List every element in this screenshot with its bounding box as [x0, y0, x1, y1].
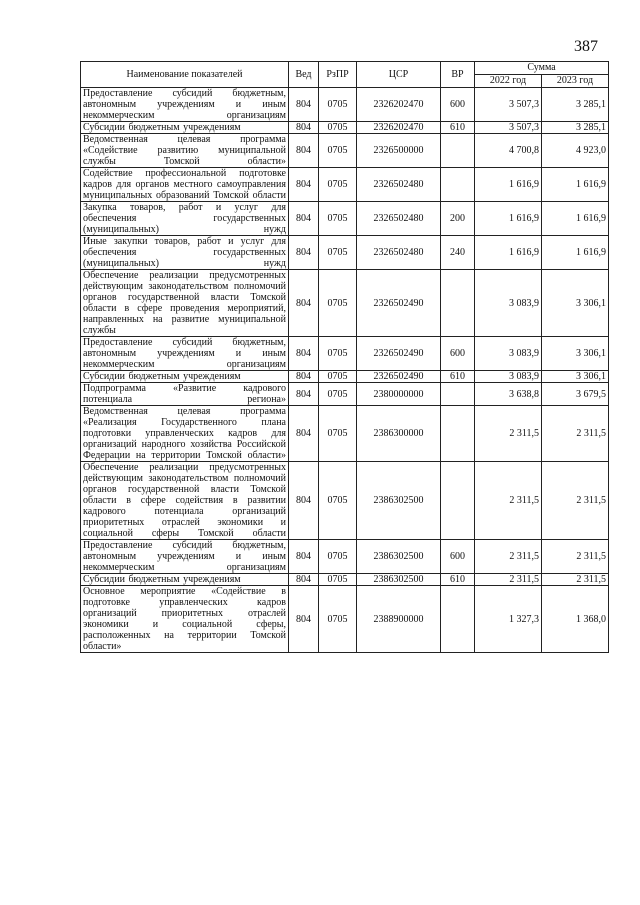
row-vr: 610 [441, 574, 475, 586]
table-row [81, 337, 609, 371]
row-vr [441, 134, 475, 168]
row-csr: 2386302500 [357, 574, 441, 586]
row-sum-2023: 3 306,1 [542, 337, 609, 371]
page-number: 387 [574, 38, 598, 55]
row-name: Предоставление субсидий бюджетным, автономным учреждениям и иным некоммерческим организациям [81, 337, 289, 371]
row-name: Основное мероприятие «Содействие в подготовке управленческих кадров организаций приоритетных отраслей экономики и социальной сферы, расположенных на территории Томской области» [81, 586, 289, 653]
row-rzpr: 0705 [319, 202, 357, 236]
row-name: Субсидии бюджетным учреждениям [81, 371, 289, 383]
row-rzpr: 0705 [319, 586, 357, 653]
row-sum-2022: 3 083,9 [475, 337, 542, 371]
row-csr: 2326502490 [357, 337, 441, 371]
table-row [81, 540, 609, 574]
row-name: Субсидии бюджетным учреждениям [81, 122, 289, 134]
row-vr: 600 [441, 88, 475, 122]
row-sum-2023: 1 616,9 [542, 202, 609, 236]
table-row [81, 122, 609, 134]
row-name: Ведомственная целевая программа «Реализация Государственного плана подготовки управленческих кадров для организаций народного хозяйства Российской Федерации на территории Томской области» [81, 406, 289, 462]
header-year-2022: 2022 год [475, 75, 542, 88]
table-row [81, 371, 609, 383]
row-csr: 2388900000 [357, 586, 441, 653]
row-ved: 804 [289, 337, 319, 371]
row-rzpr: 0705 [319, 406, 357, 462]
row-csr: 2386302500 [357, 540, 441, 574]
row-csr: 2326500000 [357, 134, 441, 168]
header-name: Наименование показателей [81, 62, 289, 88]
table-row [81, 88, 609, 122]
row-rzpr: 0705 [319, 88, 357, 122]
row-sum-2023: 3 285,1 [542, 122, 609, 134]
row-vr: 200 [441, 202, 475, 236]
row-ved: 804 [289, 202, 319, 236]
row-ved: 804 [289, 383, 319, 406]
row-sum-2023: 1 368,0 [542, 586, 609, 653]
row-rzpr: 0705 [319, 122, 357, 134]
row-sum-2023: 3 285,1 [542, 88, 609, 122]
row-vr: 610 [441, 122, 475, 134]
header-ved: Вед [289, 62, 319, 88]
table-row [81, 134, 609, 168]
row-sum-2023: 3 306,1 [542, 270, 609, 337]
row-csr: 2380000000 [357, 383, 441, 406]
row-name: Субсидии бюджетным учреждениям [81, 574, 289, 586]
row-sum-2022: 3 083,9 [475, 371, 542, 383]
row-ved: 804 [289, 540, 319, 574]
row-sum-2023: 2 311,5 [542, 540, 609, 574]
row-sum-2022: 2 311,5 [475, 540, 542, 574]
row-sum-2023: 2 311,5 [542, 574, 609, 586]
row-ved: 804 [289, 134, 319, 168]
row-vr [441, 168, 475, 202]
row-vr [441, 383, 475, 406]
row-name: Предоставление субсидий бюджетным, автономным учреждениям и иным некоммерческим организациям [81, 540, 289, 574]
header-sum: Сумма [475, 62, 609, 75]
row-rzpr: 0705 [319, 168, 357, 202]
row-csr: 2326502480 [357, 202, 441, 236]
row-sum-2022: 2 311,5 [475, 406, 542, 462]
row-sum-2023: 2 311,5 [542, 462, 609, 540]
row-vr [441, 462, 475, 540]
row-sum-2022: 1 616,9 [475, 168, 542, 202]
table-row [81, 462, 609, 540]
table-row [81, 383, 609, 406]
row-sum-2023: 3 679,5 [542, 383, 609, 406]
row-ved: 804 [289, 236, 319, 270]
row-ved: 804 [289, 406, 319, 462]
row-sum-2022: 3 507,3 [475, 122, 542, 134]
row-ved: 804 [289, 574, 319, 586]
header-vr: ВР [441, 62, 475, 88]
row-vr: 600 [441, 337, 475, 371]
row-ved: 804 [289, 270, 319, 337]
row-name: Обеспечение реализации предусмотренных действующим законодательством полномочий органов государственной власти Томской области в сфере содействия в развитии кадрового потенциала организаций приоритетных отраслей экономики и социальной сферы Томской области [81, 462, 289, 540]
row-sum-2022: 1 616,9 [475, 236, 542, 270]
row-rzpr: 0705 [319, 236, 357, 270]
row-sum-2022: 3 638,8 [475, 383, 542, 406]
row-name: Ведомственная целевая программа «Содействие развитию муниципальной службы Томской области» [81, 134, 289, 168]
row-sum-2022: 3 507,3 [475, 88, 542, 122]
row-name: Иные закупки товаров, работ и услуг для обеспечения государственных (муниципальных) нужд [81, 236, 289, 270]
row-rzpr: 0705 [319, 383, 357, 406]
row-sum-2023: 1 616,9 [542, 168, 609, 202]
row-rzpr: 0705 [319, 337, 357, 371]
row-vr: 240 [441, 236, 475, 270]
row-csr: 2326202470 [357, 88, 441, 122]
row-sum-2022: 2 311,5 [475, 574, 542, 586]
row-sum-2022: 1 327,3 [475, 586, 542, 653]
row-ved: 804 [289, 122, 319, 134]
row-rzpr: 0705 [319, 371, 357, 383]
table-row [81, 574, 609, 586]
row-vr: 600 [441, 540, 475, 574]
row-sum-2022: 4 700,8 [475, 134, 542, 168]
row-csr: 2386300000 [357, 406, 441, 462]
row-sum-2023: 4 923,0 [542, 134, 609, 168]
row-ved: 804 [289, 88, 319, 122]
row-csr: 2326502480 [357, 168, 441, 202]
header-row [81, 62, 609, 75]
table-row [81, 586, 609, 653]
header-rzpr: РзПР [319, 62, 357, 88]
header-csr: ЦСР [357, 62, 441, 88]
budget-table [80, 61, 609, 653]
table-row [81, 168, 609, 202]
header-year-2023: 2023 год [542, 75, 609, 88]
row-name: Содействие профессиональной подготовке кадров для органов местного самоуправления муниципальных образований Томской области [81, 168, 289, 202]
row-rzpr: 0705 [319, 270, 357, 337]
row-vr [441, 406, 475, 462]
row-csr: 2326202470 [357, 122, 441, 134]
row-rzpr: 0705 [319, 134, 357, 168]
row-name: Обеспечение реализации предусмотренных действующим законодательством полномочий органов государственной власти Томской области в сфере проведения мероприятий, направленных на развитие муниципальной службы [81, 270, 289, 337]
row-name: Закупка товаров, работ и услуг для обеспечения государственных (муниципальных) нужд [81, 202, 289, 236]
row-sum-2023: 3 306,1 [542, 371, 609, 383]
row-ved: 804 [289, 371, 319, 383]
row-ved: 804 [289, 586, 319, 653]
row-vr: 610 [441, 371, 475, 383]
row-csr: 2326502490 [357, 371, 441, 383]
row-ved: 804 [289, 462, 319, 540]
table-row [81, 406, 609, 462]
table-row [81, 236, 609, 270]
row-rzpr: 0705 [319, 540, 357, 574]
row-vr [441, 270, 475, 337]
table-row [81, 270, 609, 337]
row-name: Подпрограмма «Развитие кадрового потенциала региона» [81, 383, 289, 406]
row-name: Предоставление субсидий бюджетным, автономным учреждениям и иным некоммерческим организациям [81, 88, 289, 122]
row-sum-2023: 1 616,9 [542, 236, 609, 270]
row-rzpr: 0705 [319, 574, 357, 586]
row-sum-2022: 1 616,9 [475, 202, 542, 236]
row-csr: 2386302500 [357, 462, 441, 540]
row-sum-2022: 2 311,5 [475, 462, 542, 540]
row-sum-2022: 3 083,9 [475, 270, 542, 337]
row-ved: 804 [289, 168, 319, 202]
row-vr [441, 586, 475, 653]
row-csr: 2326502490 [357, 270, 441, 337]
row-sum-2023: 2 311,5 [542, 406, 609, 462]
row-csr: 2326502480 [357, 236, 441, 270]
row-rzpr: 0705 [319, 462, 357, 540]
table-row [81, 202, 609, 236]
